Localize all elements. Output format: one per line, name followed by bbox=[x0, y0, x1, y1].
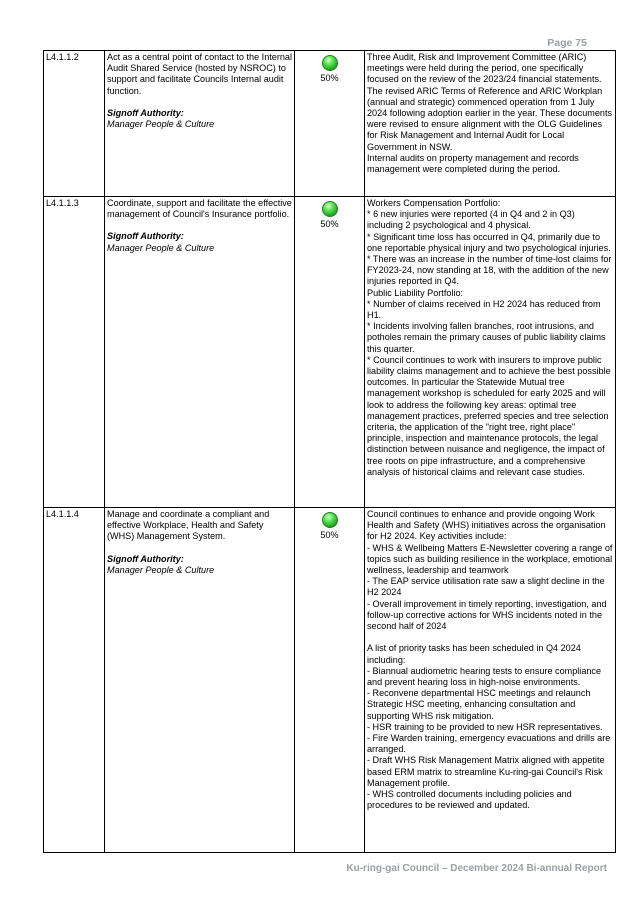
action-description: Coordinate, support and facilitate the effective management of Council's Insurance portfolio. bbox=[107, 198, 292, 220]
action-code: L4.1.1.2 bbox=[44, 51, 105, 197]
action-code: L4.1.1.3 bbox=[44, 197, 105, 508]
table-row bbox=[44, 508, 616, 853]
report-footer: Ku-ring-gai Council – December 2024 Bi-annual Report bbox=[346, 863, 607, 874]
progress-percent: 50% bbox=[320, 73, 339, 83]
progress-percent: 50% bbox=[320, 530, 339, 540]
signoff-authority: Manager People & Culture bbox=[107, 564, 215, 575]
action-cell bbox=[105, 508, 295, 853]
on-track-status-icon bbox=[322, 55, 338, 71]
comment-cell bbox=[365, 51, 616, 197]
table-row bbox=[44, 51, 616, 197]
signoff-authority: Manager People & Culture bbox=[107, 242, 215, 253]
page-number: Page 75 bbox=[547, 37, 587, 49]
on-track-status-icon bbox=[322, 512, 338, 528]
comment-cell bbox=[365, 508, 616, 853]
action-cell bbox=[105, 51, 295, 197]
action-description: Act as a central point of contact to the Internal Audit Shared Service (hosted by NSROC) to support and facilitate Councils Internal audit function. bbox=[107, 52, 293, 96]
status-cell bbox=[295, 508, 365, 853]
progress-comment: Three Audit, Risk and Improvement Committee (ARIC) meetings were held during the period, one specifically focused on the review of the 2023/24 financial statements. The revised ARIC Terms of Reference and ARIC Workplan (annual and strategic) commenced operation from 1 July 2024 following adoption earlier in the year. These documents were revised to ensure alignment with the OLG Guidelines for Risk Management and Internal Audit for Local Government in NSW. Internal audits on property management and records management were completed during the period. bbox=[367, 52, 613, 175]
table-row bbox=[44, 197, 616, 508]
action-cell bbox=[105, 197, 295, 508]
progress-comment: Council continues to enhance and provide ongoing Work Health and Safety (WHS) initiatives across the organisation for H2 2024. Key activities include: - WHS & Wellbeing Matters E-Newsletter covering a range of topics such as building resilience in the workplace, emotional wellness, leadership and teamwork - The EAP service utilisation rate saw a slight decline in the H2 2024 - Overall improvement in timely reporting, investigation, and follow-up corrective actions for WHS incidents noted in the second half of 2024 A list of priority tasks has been scheduled in Q4 2024 including: - Biannual audiometric hearing tests to ensure compliance and prevent hearing loss in high-noise environments. - Reconvene departmental HSC meetings and relaunch Strategic HSC meeting, enhancing consultation and supporting WHS risk mitigation. - HSR training to be provided to new HSR representatives. - Fire Warden training, emergency evacuations and drills are arranged. - Draft WHS Risk Management Matrix aligned with appetite based ERM matrix to streamline Ku-ring-gai Council's Risk Management profile. - WHS controlled documents including policies and procedures to be reviewed and updated. bbox=[367, 509, 613, 811]
signoff-authority: Manager People & Culture bbox=[107, 119, 215, 130]
status-cell bbox=[295, 197, 365, 508]
action-description: Manage and coordinate a compliant and effective Workplace, Health and Safety (WHS) Management System. bbox=[107, 509, 270, 542]
comment-cell bbox=[365, 197, 616, 508]
progress-percent: 50% bbox=[320, 219, 339, 229]
on-track-status-icon bbox=[322, 201, 338, 217]
status-cell bbox=[295, 51, 365, 197]
signoff-label: Signoff Authority: bbox=[107, 231, 184, 242]
progress-report-table bbox=[43, 50, 616, 853]
signoff-label: Signoff Authority: bbox=[107, 107, 184, 118]
action-code: L4.1.1.4 bbox=[44, 508, 105, 853]
signoff-label: Signoff Authority: bbox=[107, 553, 184, 564]
progress-comment: Workers Compensation Portfolio: * 6 new injuries were reported (4 in Q4 and 2 in Q3) including 2 psychological and 4 physical. * Significant time loss has occurred in Q4, primarily due to one reportable physical injury and two psychological injuries. * There was an increase in the number of time-lost claims for FY2023-24, now standing at 18, with the addition of the new injuries reported in Q4. Public Liability Portfolio: * Number of claims received in H2 2024 has reduced from H1. * Incidents involving fallen branches, root intrusions, and potholes remain the primary causes of public liability claims this quarter. * Council continues to work with insurers to improve public liability claims management and to achieve the best possible outcomes. In particular the Statewide Mutual tree management workshop is scheduled for early 2025 and will look to address the following key areas: optimal tree management practices, preferred species and tree selection criteria, the application of the "right tree, right place" principle, inspection and maintenance protocols, the legal distinction between nuisance and negligence, the impact of tree roots on pipe infrastructure, and a comprehensive analysis of historical claims and relevant case studies. bbox=[367, 198, 612, 477]
